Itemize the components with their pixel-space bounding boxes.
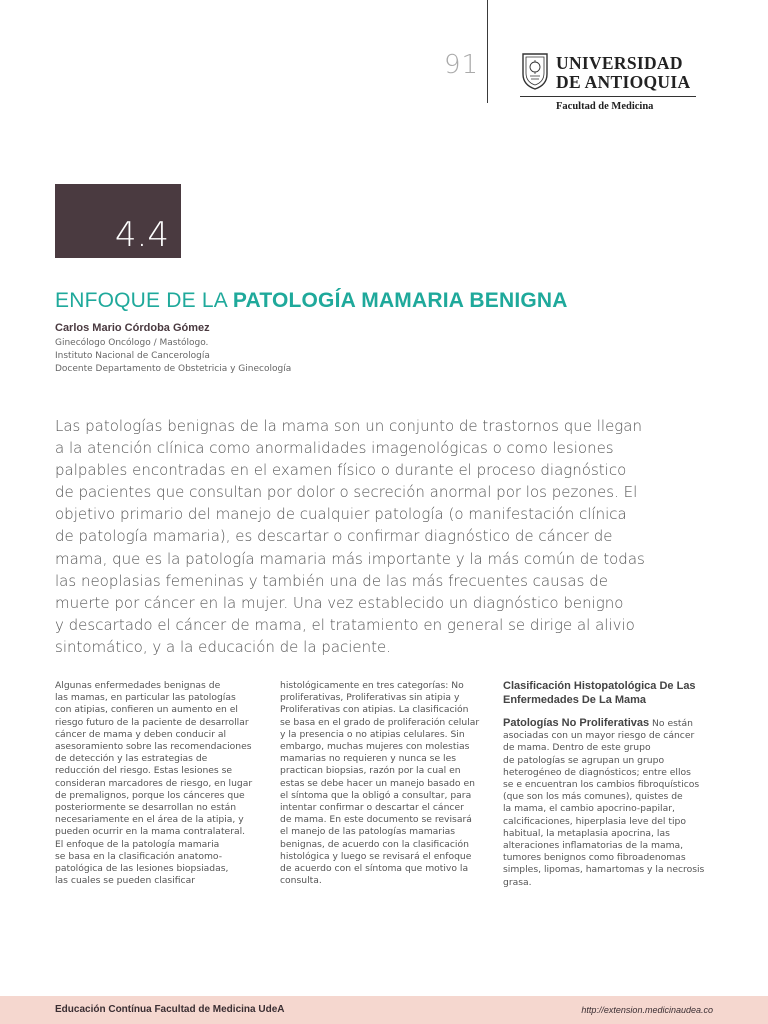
intro-paragraph xyxy=(55,415,665,658)
column-line xyxy=(503,717,718,730)
column-line: de premalignos, porque los cánceres que xyxy=(55,789,245,801)
intro-line: sintomático, y a la educación de la paciente. xyxy=(55,637,392,656)
column-line: el manejo de las patologías mamarias xyxy=(280,826,456,838)
column-line: grasa. xyxy=(503,876,532,888)
column-line: de mama. En este documento se revisará xyxy=(280,814,472,826)
column-line: intentar confirmar o descartar el cáncer xyxy=(280,802,464,814)
column-line: se basa en el grado de proliferación celular xyxy=(280,716,480,728)
section-heading xyxy=(503,680,718,707)
author-affiliation: Docente Departamento de Obstetricia y Ginecología xyxy=(55,364,292,374)
intro-line: las neoplasias femeninas y también una de las más frecuentes causas de xyxy=(55,571,608,590)
column-line: Proliferativas con atipias. La clasificación xyxy=(280,704,469,716)
intro-line: objetivo primario del manejo de cualquier patología (o manifestación clínica xyxy=(55,505,627,524)
chapter-title-light: ENFOQUE DE LA xyxy=(55,289,233,312)
intro-line: y descartado el cáncer de mama, el tratamiento en general se dirige al alivio xyxy=(55,615,635,634)
chapter-title xyxy=(55,289,568,313)
intro-line: muerte por cáncer en la mujer. Una vez establecido un diagnóstico benigno xyxy=(55,593,624,612)
column-line: histológica y luego se revisará el enfoque xyxy=(280,850,472,862)
section-number: 4.4 xyxy=(114,215,169,255)
column-line: consideran marcadores de riesgo, en lugar xyxy=(55,777,253,789)
column-line: mamarias no requieren y nunca se les xyxy=(280,753,457,765)
column-line: con atipias, confieren un aumento en el xyxy=(55,704,238,716)
header-divider xyxy=(487,0,488,103)
footer-publication: Educación Contínua Facultad de Medicina UdeA xyxy=(55,1004,285,1015)
column-line: la mama, el cambio apocrino-papilar, xyxy=(503,803,675,815)
page-number: 91 xyxy=(444,50,480,80)
section-heading-line: Clasificación Histopatológica De Las xyxy=(503,680,696,692)
column-line: asociadas con un mayor riesgo de cáncer xyxy=(503,730,695,742)
body-column-2 xyxy=(280,680,495,887)
column-line: de detección y las estrategias de xyxy=(55,753,208,765)
column-line: riesgo futuro de la paciente de desarrollar xyxy=(55,716,249,728)
column-line: simples, lipomas, hamartomas y la necrosis xyxy=(503,864,705,876)
column-line: heterogéneo de diagnósticos; entre ellos xyxy=(503,766,691,778)
intro-line: mama, que es la patología mamaria más importante y la más común de todas xyxy=(55,549,645,568)
column-line: (que son los más comunes), quistes de xyxy=(503,791,683,803)
column-line: reducción del riesgo. Estas lesiones se xyxy=(55,765,233,777)
logo-divider xyxy=(520,96,696,97)
faculty-name: Facultad de Medicina xyxy=(556,101,654,112)
author-affiliation: Ginecólogo Oncólogo / Mastólogo. xyxy=(55,338,209,348)
column-line: y la presencia o no atipias celulares. Sin xyxy=(280,728,465,740)
author-name: Carlos Mario Córdoba Gómez xyxy=(55,322,210,334)
column-line: se basa en la clasificación anatomo- xyxy=(55,850,223,862)
column-line: Algunas enfermedades benignas de xyxy=(55,680,221,691)
column-line: posteriormente se desarrollan no están xyxy=(55,802,237,814)
university-name xyxy=(556,54,690,92)
column-line: se e encuentran los cambios fibroquísticos xyxy=(503,779,700,791)
column-line: de acuerdo con el síntoma que motivo la xyxy=(280,863,469,875)
intro-line: de patología mamaria), es descartar o confirmar diagnóstico de cáncer de xyxy=(55,527,613,546)
column-line: benignas, de acuerdo con la clasificación xyxy=(280,838,469,850)
column-line: asesoramiento sobre las recomendaciones xyxy=(55,741,252,753)
column-line: patológica de las lesiones biopsiadas, xyxy=(55,863,229,875)
column-line: de mama. Dentro de este grupo xyxy=(503,742,651,754)
intro-line: de pacientes que consultan por dolor o secreción anormal por los pezones. El xyxy=(55,483,638,502)
section-heading-line: Enfermedades De La Mama xyxy=(503,693,647,706)
page-footer xyxy=(0,996,768,1024)
body-column-3 xyxy=(503,680,718,889)
intro-line: a la atención clínica como anormalidades imagenológicas o como lesiones xyxy=(55,439,614,458)
column-line: habitual, la metaplasia apocrina, las xyxy=(503,827,670,839)
subsection-heading: Patologías No Proliferativas xyxy=(503,717,650,729)
column-line: de patologías se agrupan un grupo xyxy=(503,754,665,766)
section-number-box xyxy=(55,184,181,258)
column-line: necesariamente en el área de la atipia, y xyxy=(55,814,244,826)
column-line: alteraciones inflamatorias de la mama, xyxy=(503,840,684,852)
column-line-rest: No están xyxy=(649,718,693,729)
column-line: histológicamente en tres categorías: No xyxy=(280,680,464,691)
column-line: calcificaciones, hiperplasia leve del tipo xyxy=(503,815,686,827)
intro-line: Las patologías benignas de la mama son un conjunto de trastornos que llegan xyxy=(55,417,642,435)
column-line: pueden ocurrir en la mama contralateral. xyxy=(55,826,246,838)
column-line: proliferativas, Proliferativas sin atipia y xyxy=(280,692,460,704)
author-affiliation: Instituto Nacional de Cancerología xyxy=(55,351,210,361)
column-line: consulta. xyxy=(280,875,322,887)
column-line: practican biopsias, razón por la cual en xyxy=(280,765,461,777)
column-line: estas se debe hacer un manejo basado en xyxy=(280,777,475,789)
university-seal-icon xyxy=(520,52,550,90)
footer-url-link[interactable]: http://extension.medicinaudea.co xyxy=(581,1005,713,1015)
column-line: tumores benignos como fibroadenomas xyxy=(503,852,686,864)
column-line: el síntoma que la obligó a consultar, para xyxy=(280,789,472,801)
column-line: las mamas, en particular las patologías xyxy=(55,692,236,704)
column-line: cáncer de mama y deben conducir al xyxy=(55,728,227,740)
body-column-1 xyxy=(55,680,270,887)
column-line: El enfoque de la patología mamaria xyxy=(55,838,220,850)
chapter-title-bold: PATOLOGÍA MAMARIA BENIGNA xyxy=(232,289,568,312)
column-line: embargo, muchas mujeres con molestias xyxy=(280,741,470,753)
university-name-line1: UNIVERSIDAD xyxy=(556,53,683,73)
column-line: las cuales se pueden clasificar xyxy=(55,875,196,887)
university-name-line2: DE ANTIOQUIA xyxy=(556,72,691,92)
intro-line: palpables encontradas en el examen físico o durante el proceso diagnóstico xyxy=(55,461,627,480)
